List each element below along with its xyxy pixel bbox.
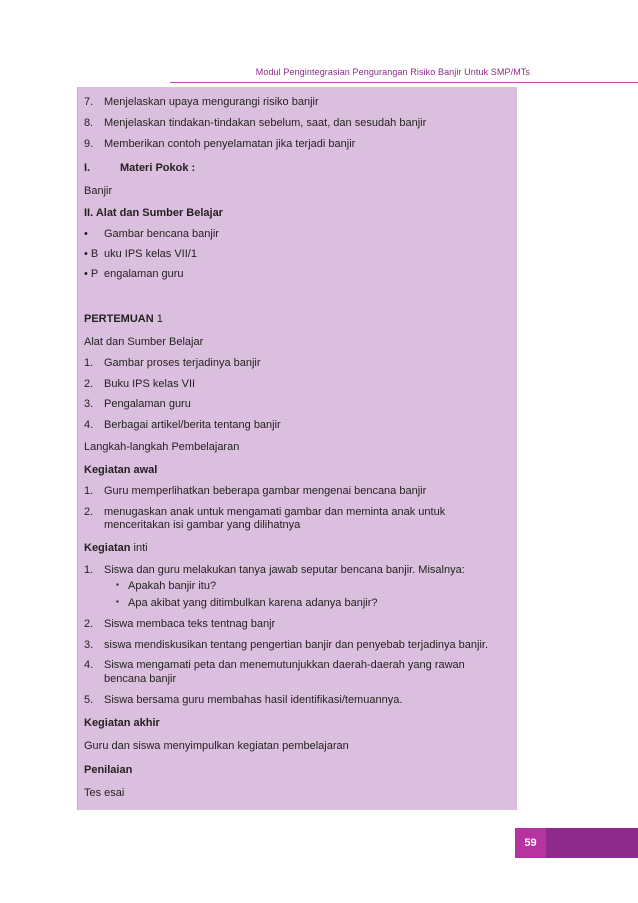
paragraph: Alat dan Sumber Belajar [84,336,204,348]
paragraph: Banjir [84,185,113,197]
section-heading: II. Alat dan Sumber Belajar [84,207,223,219]
page-number: 59 [515,828,546,858]
section-heading: Penilaian [84,764,133,776]
section-heading: Kegiatan inti [84,542,148,554]
paragraph: Guru dan siswa menyimpulkan kegiatan pembelajaran [84,740,349,752]
section-heading: Kegiatan akhir [84,717,160,729]
section-heading: Kegiatan awal [84,464,158,476]
paragraph: Tes esai [84,787,125,799]
page-header: Modul Pengintegrasian Pengurangan Risiko Banjir Untuk SMP/MTs [255,67,530,77]
paragraph: Langkah-langkah Pembelajaran [84,441,240,453]
footer-bar [546,828,638,858]
header-rule [170,82,638,83]
section-heading: PERTEMUAN 1 [84,313,163,325]
